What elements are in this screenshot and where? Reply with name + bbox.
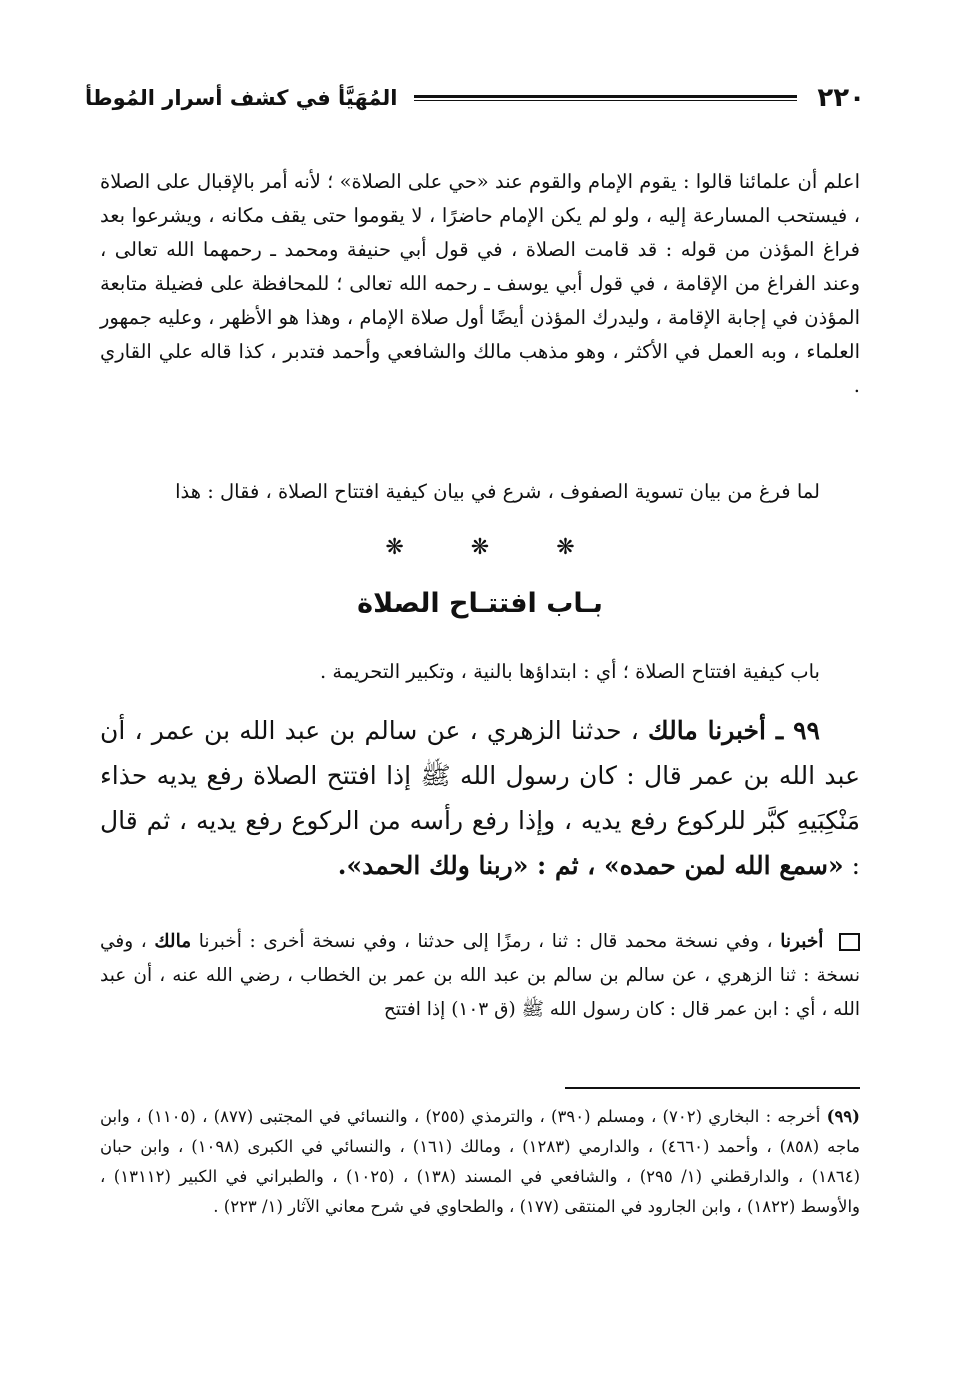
explanation-paragraph — [100, 925, 860, 1027]
explanation-part-1: ، وفي نسخة محمد قال : ثنا ، رمزًا إلى حدثنا ، وفي نسخة أخرى : أخبرنا — [198, 931, 773, 952]
separator-star: ❋ — [470, 535, 490, 560]
commentary-paragraph: اعلم أن علمائنا قالوا : يقوم الإمام والقوم عند «حي على الصلاة» ؛ لأنه أمر بالإقبال على الصلاة ، فيستحب المسارعة إليه ، ولو لم يكن الإمام حاضرًا ، لا يقوموا حتى يقف مكانه ، ويشرعوا بعد فراغ المؤذن من قوله : قد قامت الصلاة ، في قول أبي حنيفة ومحمد ـ رحمهما الله تعالى ، وعند الفراغ من الإقامة ، في قول أبي يوسف ـ رحمه الله تعالى ؛ للمحافظة على فضيلة متابعة المؤذن في إجابة الإقامة ، وليدرك المؤذن أيضًا أول صلاة الإمام ، وهذا هو الأظهر ، وعليه جمهور العلماء ، وبه العمل في الأكثر ، وهو مذهب مالك والشافعي وأحمد فتدبر ، كذا قاله علي القاري . — [100, 170, 860, 397]
footnote-rule — [565, 1087, 860, 1089]
explanation-bold-word: مالك — [154, 931, 192, 952]
running-title: المُهَيَّأ في كشف أسرار المُوطأ — [85, 86, 398, 110]
transition-sentence: لما فرغ من بيان تسوية الصفوف ، شرع في بيان كيفية افتتاح الصلاة ، فقال : هذا — [175, 480, 820, 503]
hadith-quote: «سمع الله لمن حمده» ، ثم : «ربنا ولك الحمد». — [337, 851, 844, 880]
header-rule — [414, 95, 798, 101]
chapter-gloss: باب كيفية افتتاح الصلاة ؛ أي : ابتداؤها بالنية ، وتكبير التحريمة . — [319, 660, 820, 683]
chapter-title: بـاب افتتـاح الصلاة — [357, 588, 603, 619]
separator-star: ❋ — [385, 535, 404, 560]
box-marker-icon — [839, 933, 860, 951]
separator-star: ❋ — [556, 535, 575, 560]
explanation-lead: أخبرنا — [780, 931, 824, 952]
hadith-number-narrator: ٩٩ ـ أخبرنا مالك — [648, 716, 820, 745]
footnote-number: (٩٩) — [826, 1107, 860, 1126]
footnote — [100, 1102, 860, 1222]
section-separator — [0, 535, 960, 560]
footnote-text: أخرجه : البخاري (٧٠٢) ، ومسلم (٣٩٠) ، والترمذي (٢٥٥) ، والنسائي في المجتبى (٨٧٧) ، (١١٠٥) ، وابن ماجه (٨٥٨) ، وأحمد (٤٦٦٠) ، والدارمي (١٢٨٣) ، ومالك (١٦١) ، والنسائي في الكبرى (١٠٩٨) ، وابن حبان (١٨٦٤) ، والدارقطني (١/ ٢٩٥) ، والشافعي في المسند (١٣٨) ، (١٠٢٥) ، والطبراني في الكبير (١٣١١٢) ، والأوسط (١٨٢٢) ، وابن الجارود في المنتقى (١٧٧) ، والطحاوي في شرح معاني الآثار (١/ ٢٢٣) . — [100, 1107, 861, 1216]
page-number: ٢٢٠ — [817, 83, 865, 113]
page-header — [85, 78, 865, 118]
explanation-part-2: ، وفي نسخة : ثنا الزهري ، عن سالم بن سالم بن عبد الله بن عمر بن الخطاب ، رضي الله عنه ، أن عبد الله ، أي : ابن عمر قال : كان رسول الله ﷺ (ق ١٠٣) إذا افتتح — [100, 931, 860, 1020]
hadith-text — [100, 708, 860, 888]
hadith-body: ، حدثنا الزهري ، عن سالم بن عبد الله بن عمر ، أن عبد الله بن عمر قال : كان رسول الله ﷺ إذا افتتح الصلاة رفع يديه حذاء مَنْكِبَيهِ كبَّر للركوع رفع يديه ، وإذا رفع رأسه من الركوع رفع يديه ، ثم قال : — [100, 716, 860, 880]
